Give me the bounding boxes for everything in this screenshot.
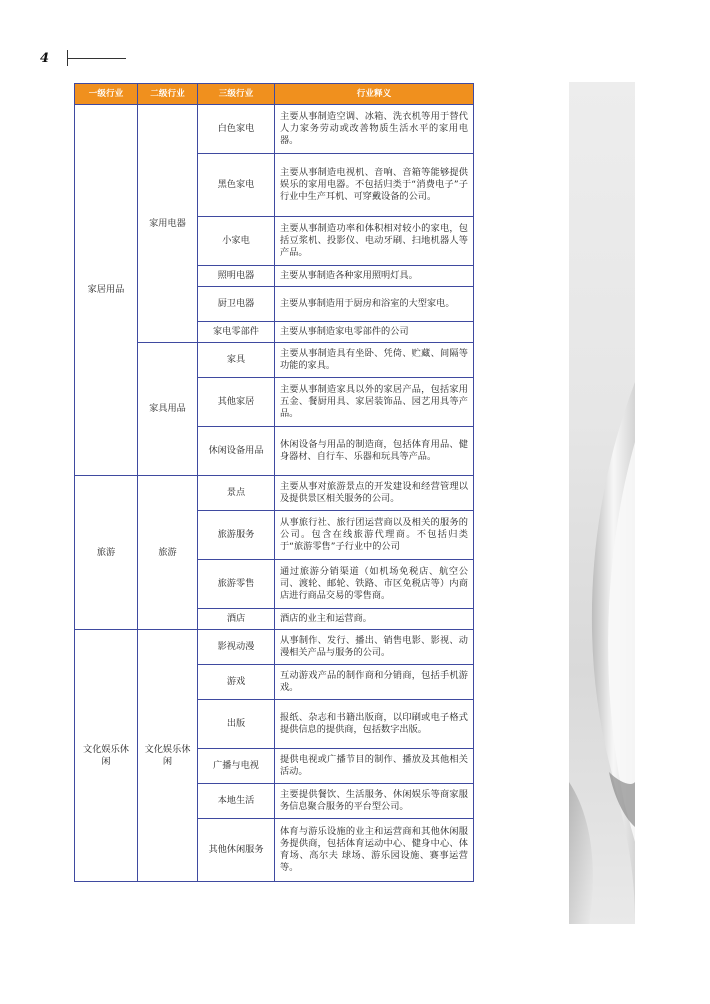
definition-cell: 主要从事制造用于厨房和浴室的大型家电。 bbox=[275, 287, 474, 322]
header-level3: 三级行业 bbox=[198, 84, 275, 105]
level3-cell: 本地生活 bbox=[198, 784, 275, 819]
level3-cell: 白色家电 bbox=[198, 105, 275, 154]
definition-cell: 体育与游乐设施的业主和运营商和其他休闲服务提供商，包括体育运动中心、健身中心、体育场、高尔夫 球场、游乐园设施、赛事运营等。 bbox=[275, 819, 474, 882]
level3-cell: 影视动漫 bbox=[198, 630, 275, 665]
level1-cell: 家居用品 bbox=[75, 105, 138, 476]
decorative-paper-curl-image bbox=[569, 82, 635, 924]
level2-cell: 家具用品 bbox=[138, 343, 198, 476]
level3-cell: 出版 bbox=[198, 700, 275, 749]
level3-cell: 家电零部件 bbox=[198, 322, 275, 343]
level3-cell: 酒店 bbox=[198, 609, 275, 630]
level1-cell: 文化娱乐休闲 bbox=[75, 630, 138, 882]
level2-cell: 旅游 bbox=[138, 476, 198, 630]
level2-cell: 文化娱乐休闲 bbox=[138, 630, 198, 882]
definition-cell: 主要从事制造电视机、音响、音箱等能够提供娱乐的家用电器。不包括归类于“消费电子”子行业中生产耳机、可穿戴设备的公司。 bbox=[275, 154, 474, 217]
level3-cell: 其他休闲服务 bbox=[198, 819, 275, 882]
level3-cell: 旅游零售 bbox=[198, 560, 275, 609]
definition-cell: 报纸、杂志和书籍出版商，以印刷或电子格式提供信息的提供商，包括数字出版。 bbox=[275, 700, 474, 749]
header-level2: 二级行业 bbox=[138, 84, 198, 105]
level3-cell: 休闲设备用品 bbox=[198, 427, 275, 476]
definition-cell: 提供电视或广播节目的制作、播放及其他相关活动。 bbox=[275, 749, 474, 784]
table-row bbox=[75, 630, 474, 665]
definition-cell: 互动游戏产品的制作商和分销商，包括手机游戏。 bbox=[275, 665, 474, 700]
definition-cell: 酒店的业主和运营商。 bbox=[275, 609, 474, 630]
level3-cell: 景点 bbox=[198, 476, 275, 511]
header-level1: 一级行业 bbox=[75, 84, 138, 105]
definition-cell: 主要从事制造各种家用照明灯具。 bbox=[275, 266, 474, 287]
definition-cell: 从事制作、发行、播出、销售电影、影视、动漫相关产品与服务的公司。 bbox=[275, 630, 474, 665]
level3-cell: 照明电器 bbox=[198, 266, 275, 287]
level3-cell: 家具 bbox=[198, 343, 275, 378]
level2-cell: 家用电器 bbox=[138, 105, 198, 343]
level3-cell: 小家电 bbox=[198, 217, 275, 266]
table-row bbox=[75, 105, 474, 154]
definition-cell: 主要从事制造空调、冰箱、洗衣机等用于替代人力家务劳动或改善物质生活水平的家用电器。 bbox=[275, 105, 474, 154]
definition-cell: 主要从事制造家电零部件的公司 bbox=[275, 322, 474, 343]
level1-cell: 旅游 bbox=[75, 476, 138, 630]
level3-cell: 其他家居 bbox=[198, 378, 275, 427]
industry-classification-table bbox=[74, 83, 474, 882]
level3-cell: 旅游服务 bbox=[198, 511, 275, 560]
level3-cell: 广播与电视 bbox=[198, 749, 275, 784]
definition-cell: 主要从事制造家具以外的家居产品，包括家用五金、餐厨用具、家居装饰品、园艺用具等产品。 bbox=[275, 378, 474, 427]
definition-cell: 主要提供餐饮、生活服务、休闲娱乐等商家服务信息聚合服务的平台型公司。 bbox=[275, 784, 474, 819]
level3-cell: 游戏 bbox=[198, 665, 275, 700]
table-header-row bbox=[75, 84, 474, 105]
definition-cell: 从事旅行社、旅行团运营商以及相关的服务的公司。包含在线旅游代理商。不包括归类于“旅游零售”子行业中的公司 bbox=[275, 511, 474, 560]
page-number: 4 bbox=[40, 51, 50, 66]
level3-cell: 厨卫电器 bbox=[198, 287, 275, 322]
header-rule-horizontal bbox=[67, 58, 126, 59]
definition-cell: 通过旅游分销渠道（如机场免税店、航空公司、渡轮、邮轮、铁路、市区免税店等）内商店进行商品交易的零售商。 bbox=[275, 560, 474, 609]
definition-cell: 主要从事制造具有坐卧、凭倚、贮藏、间隔等功能的家具。 bbox=[275, 343, 474, 378]
table-row bbox=[75, 476, 474, 511]
level3-cell: 黑色家电 bbox=[198, 154, 275, 217]
header-definition: 行业释义 bbox=[275, 84, 474, 105]
definition-cell: 主要从事对旅游景点的开发建设和经营管理以及提供景区相关服务的公司。 bbox=[275, 476, 474, 511]
definition-cell: 主要从事制造功率和体积相对较小的家电，包括豆浆机、投影仪、电动牙刷、扫地机器人等产品。 bbox=[275, 217, 474, 266]
definition-cell: 休闲设备与用品的制造商，包括体育用品、健身器材、自行车、乐器和玩具等产品。 bbox=[275, 427, 474, 476]
